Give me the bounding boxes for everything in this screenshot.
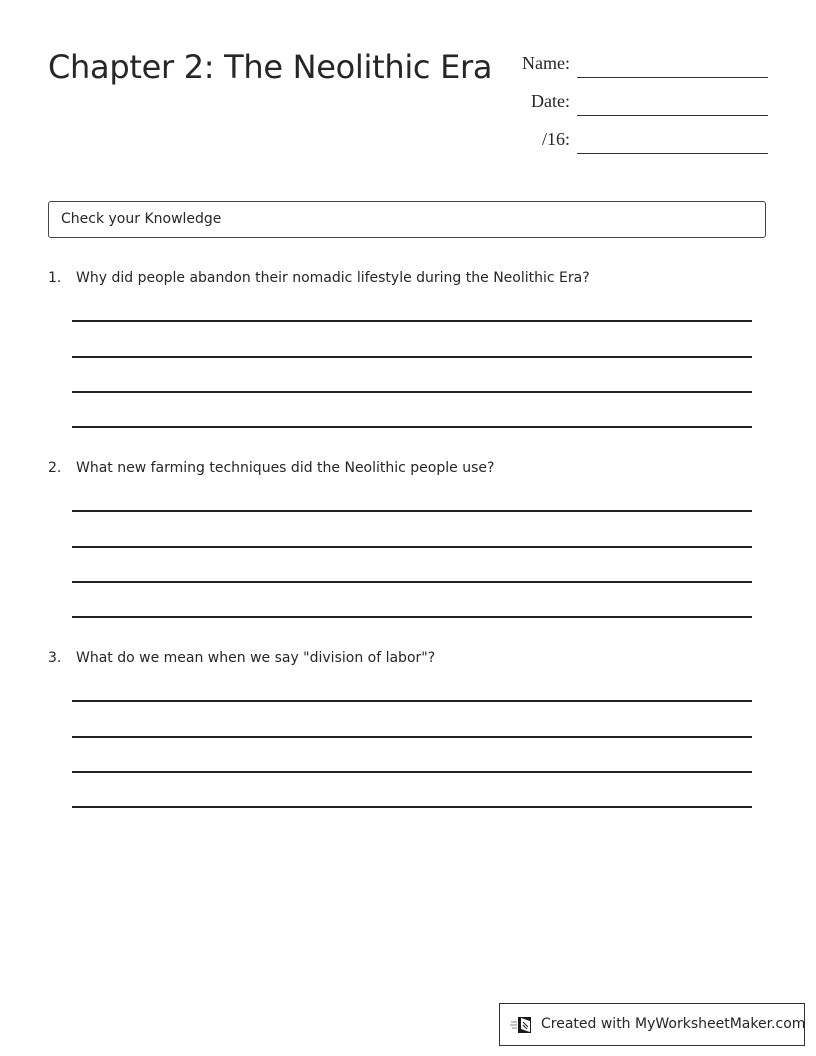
- question-text: Why did people abandon their nomadic lifestyle during the Neolithic Era?: [76, 270, 590, 286]
- question-number: 1.: [48, 270, 62, 286]
- score-input-line[interactable]: [577, 153, 768, 154]
- footer-text[interactable]: Created with MyWorksheetMaker.com: [541, 1016, 806, 1032]
- score-field[interactable]: [500, 124, 768, 154]
- name-label: Name:: [522, 53, 570, 73]
- date-field[interactable]: [500, 86, 768, 116]
- footer-badge[interactable]: [499, 1003, 805, 1046]
- section-title: Check your Knowledge: [61, 211, 222, 227]
- answer-line[interactable]: [72, 320, 752, 322]
- name-input-line[interactable]: [577, 77, 768, 78]
- question-2: [48, 460, 494, 476]
- answer-line[interactable]: [72, 771, 752, 773]
- question-number: 3.: [48, 650, 62, 666]
- page-title: Chapter 2: The Neolithic Era: [48, 48, 493, 86]
- question-text: What do we mean when we say "division of labor"?: [76, 650, 436, 666]
- answer-line[interactable]: [72, 510, 752, 512]
- answer-line[interactable]: [72, 546, 752, 548]
- answer-line[interactable]: [72, 356, 752, 358]
- answer-line[interactable]: [72, 616, 752, 618]
- question-number: 2.: [48, 460, 62, 476]
- worksheet-maker-logo-icon: [510, 1015, 534, 1035]
- question-1: [48, 270, 590, 286]
- section-header: [48, 201, 766, 238]
- answer-line[interactable]: [72, 391, 752, 393]
- question-3: [48, 650, 435, 666]
- date-input-line[interactable]: [577, 115, 768, 116]
- answer-line[interactable]: [72, 700, 752, 702]
- date-label: Date:: [531, 91, 570, 111]
- answer-line[interactable]: [72, 581, 752, 583]
- answer-line[interactable]: [72, 806, 752, 808]
- question-text: What new farming techniques did the Neolithic people use?: [76, 460, 495, 476]
- name-field[interactable]: [500, 48, 768, 78]
- answer-line[interactable]: [72, 426, 752, 428]
- answer-line[interactable]: [72, 736, 752, 738]
- score-label: /16:: [541, 129, 570, 149]
